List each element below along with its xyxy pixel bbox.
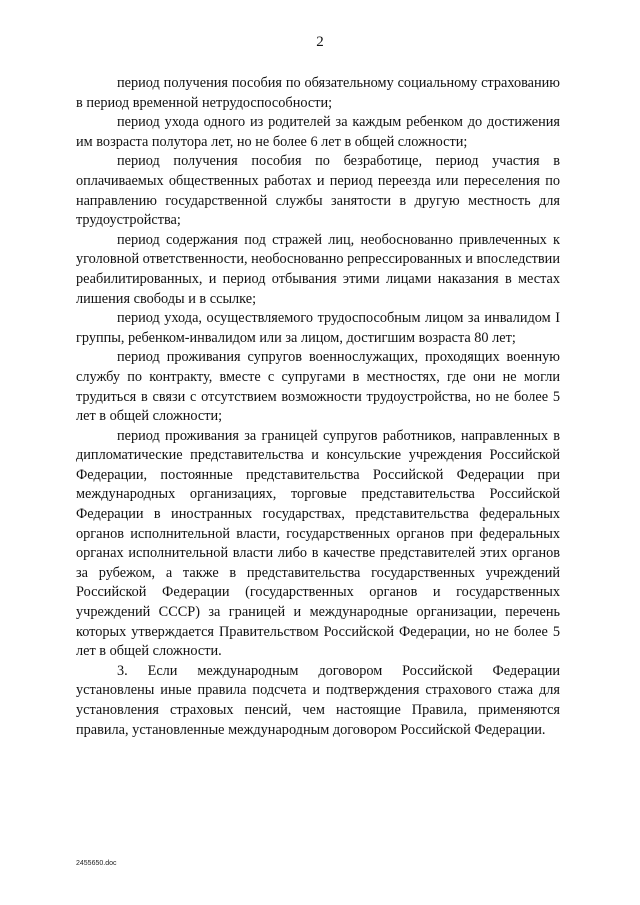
paragraph-child-care: период ухода одного из родителей за каждым ребенком до достижения им возраста полутора лет, но не более 6 лет в общей сложности; [76,114,560,150]
paragraph-unemployment: период получения пособия по безработице, период участия в оплачиваемых общественных работах и период переезда или переселения по направлению государственной службы занятости в другую местность для трудоустройства; [76,153,560,229]
paragraph-international-treaty: 3. Если международным договором Российской Федерации установлены иные правила подсчета и подтверждения страхового стажа для установления страховых пенсий, чем настоящие Правила, применяются правила, установленные международным договором Российской Федерации. [76,662,560,738]
paragraph-abroad-spouses: период проживания за границей супругов работников, направленных в дипломатические представительства и консульские учреждения Российской Федерации, постоянные представительства Российской Федерации при международных организациях, торговые представительства Российской Федерации в иностранных государствах, представительства федеральных органов исполнительной власти, государственных органов при федеральных органах исполнительной власти либо в качестве представителей этих органов за рубежом, а также в представительства государственных учреждений Российской Федерации (государственных органов и государственных учреждений СССР) за границей и международные организации, перечень которых утверждается Правительством Российской Федерации, но не более 5 лет в общей сложности. [76,427,560,660]
paragraph-disabled-care: период ухода, осуществляемого трудоспособным лицом за инвалидом I группы, ребенком-инвалидом или за лицом, достигшим возраста 80 лет; [76,310,560,346]
document-body [76,74,560,740]
document-file-name: 2455650.doc [76,860,117,867]
paragraph-sickness-benefit: период получения пособия по обязательному социальному страхованию в период временной нетрудоспособности; [76,75,560,111]
page-number: 2 [316,34,324,50]
paragraph-military-spouses: период проживания супругов военнослужащих, проходящих военную службу по контракту, вместе с супругами в местностях, где они не могли трудиться в связи с отсутствием возможности трудоустройства, но не более 5 лет в общей сложности; [76,349,560,425]
paragraph-detention: период содержания под стражей лиц, необоснованно привлеченных к уголовной ответственности, необоснованно репрессированных и впоследствии реабилитированных, и период отбывания этими лицами наказания в местах лишения свободы и в ссылке; [76,231,560,307]
